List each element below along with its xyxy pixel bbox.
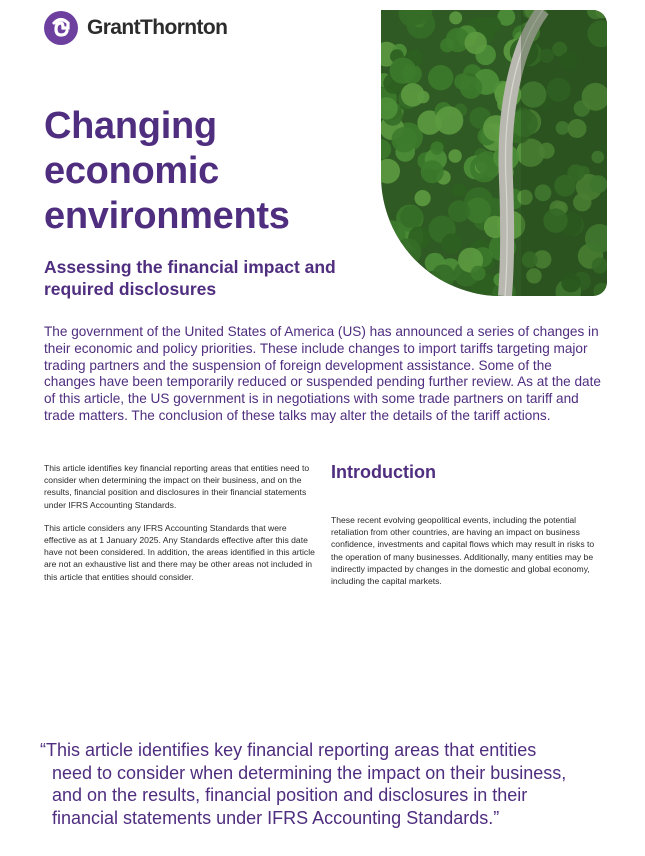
body-paragraph: This article identifies key financial reporting areas that entities need to consider when determining the impact on their business, and on the results, financial position and disclosures in their financial statements under IFRS Accounting Standards.: [44, 463, 310, 510]
page-subtitle: Assessing the financial impact and required disclosures: [44, 257, 336, 299]
pull-quote: [40, 739, 572, 829]
title-line: Changing: [44, 105, 217, 147]
body-paragraph: These recent evolving geopolitical events, including the potential retaliation from other countries, are having an impact on business confidence, investments and capital flows which may result in risks to the operation of many businesses. Additionally, many entities may be indirectly impacted by changes in the domestic and global economy, including the capital markets.: [331, 515, 595, 587]
right-column: [331, 460, 607, 587]
body-paragraph: This article considers any IFRS Accounting Standards that were effective as at 1 January 2025. Any Standards effective after this date have not been considered. In addition, the areas identified in this article are not an exhaustive list and there may be other areas not included in this article that entities should consider.: [44, 522, 315, 582]
quote-close-mark: ”: [493, 807, 500, 828]
quote-open-mark: “: [40, 740, 46, 760]
hero-aerial-photo: [381, 10, 607, 296]
lead-paragraph: The government of the United States of America (US) has announced a series of changes in their economic and policy priorities. These include changes to import tariffs targeting major trading partners and the suspension of foreign development assistance. Some of the changes have been temporarily reduced or suspended pending further review. As at the date of this article, the US government is in negotiations with some trade partners on tariff and trade matters. The conclusion of these talks may alter the details of the tariff actions.: [44, 324, 601, 423]
left-column: [44, 462, 320, 594]
grant-thornton-logo-icon: [44, 11, 78, 45]
title-line: economic: [44, 150, 219, 192]
title-line: environments: [44, 195, 290, 237]
brand-name: GrantThornton: [87, 16, 228, 39]
page-title: [44, 104, 290, 239]
pull-quote-text: This article identifies key financial reporting areas that entities need to consider when determining the impact on their business, and on the results, financial position and disclosures in their financial statements under IFRS Accounting Standards.: [46, 740, 567, 828]
brand-logo: [44, 10, 227, 46]
section-heading-introduction: Introduction: [331, 462, 436, 482]
palm-forest-road-image: [381, 10, 607, 296]
